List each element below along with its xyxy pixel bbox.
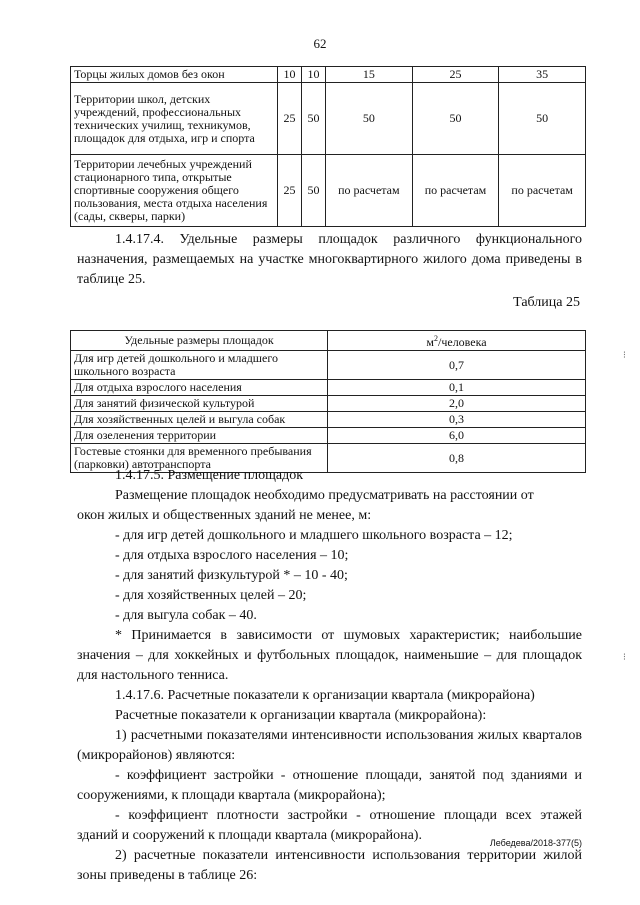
table-cell: по расчетам (326, 155, 413, 227)
table-cell: 2,0 (328, 396, 586, 412)
distance-table (70, 66, 586, 227)
unit-superscript: 2 (434, 334, 438, 343)
footnote-paragraph: * Принимается в зависимости от шумовых характеристик; наибольшие значения – для хоккейных и футбольных площадок, наименьшие – для площадок для настольного тенниса. (77, 628, 582, 683)
scan-edge-mark: ⁝ (622, 652, 626, 663)
body-paragraph: - коэффициент плотности застройки - отношение площади всех этажей зданий и сооружений к площади квартала (микрорайона). (77, 808, 582, 843)
table-25-caption: Таблица 25 (513, 295, 580, 310)
body-text: окон жилых и общественных зданий не менее, м: (77, 508, 372, 523)
column-header-area-type: Удельные размеры площадок (71, 331, 328, 351)
body-paragraph: 2) расчетные показатели интенсивности использования территории жилой зоны приведены в таблице 26: (77, 848, 582, 883)
table-row (71, 428, 586, 444)
table-row (71, 155, 586, 227)
table-cell: 25 (278, 155, 302, 227)
table-cell: 0,1 (328, 380, 586, 396)
table-cell: 25 (412, 67, 499, 83)
scan-edge-mark: ⁝ (622, 350, 626, 361)
table-cell: Торцы жилых домов без окон (71, 67, 278, 83)
table-cell: Гостевые стоянки для временного пребывания (парковки) автотранспорта (71, 444, 328, 473)
body-text: Размещение площадок необходимо предусматривать на расстоянии от (115, 488, 534, 503)
table-cell: по расчетам (412, 155, 499, 227)
table-cell: по расчетам (499, 155, 586, 227)
table-cell: 50 (302, 155, 326, 227)
section-heading-1-4-17-6: 1.4.17.6. Расчетные показатели к организации квартала (микрорайона) (115, 688, 535, 703)
document-footer: Лебедева/2018-377(5) (489, 838, 582, 848)
table-cell: 0,8 (328, 444, 586, 473)
table-cell: 50 (499, 83, 586, 155)
table-cell: 35 (499, 67, 586, 83)
table-cell: Для хозяйственных целей и выгула собак (71, 412, 328, 428)
table-row (71, 412, 586, 428)
body-paragraph: - коэффициент застройки - отношение площади, занятой под зданиями и сооружениями, к площади квартала (микрорайона); (77, 768, 582, 803)
table-cell: 10 (278, 67, 302, 83)
list-item: - для игр детей дошкольного и младшего школьного возраста – 12; (115, 528, 513, 543)
table-cell: Для игр детей дошкольного и младшего школьного возраста (71, 351, 328, 380)
body-paragraph: 1) расчетными показателями интенсивности использования жилых кварталов (микрорайонов) являются: (77, 728, 582, 763)
table-row (71, 380, 586, 396)
table-cell: 25 (278, 83, 302, 155)
page-number: 62 (313, 36, 327, 51)
table-25 (70, 330, 586, 473)
table-cell: Территории лечебных учреждений стационарного типа, открытые спортивные сооружения общего пользования, места отдыха населения (сады, скверы, парки) (71, 155, 278, 227)
paragraph-1-4-17-4: 1.4.17.4. Удельные размеры площадок различного функционального назначения, размещаемых на участке многоквартирного жилого дома приведены в таблице 25. (77, 232, 582, 287)
list-item: - для хозяйственных целей – 20; (115, 588, 307, 603)
table-cell: 50 (412, 83, 499, 155)
table-cell: Для занятий физической культурой (71, 396, 328, 412)
table-cell: Для озеленения территории (71, 428, 328, 444)
table-header-row (71, 331, 586, 351)
table-cell: 0,3 (328, 412, 586, 428)
list-item: - для отдыха взрослого населения – 10; (115, 548, 349, 563)
unit-base: м (426, 335, 434, 349)
table-row (71, 83, 586, 155)
table-cell: 50 (302, 83, 326, 155)
section-heading-1-4-17-5: 1.4.17.5. Размещение площадок (115, 468, 303, 483)
table-row (71, 396, 586, 412)
list-item: - для выгула собак – 40. (115, 608, 257, 623)
table-cell: 10 (302, 67, 326, 83)
column-header-unit (328, 331, 586, 351)
table-row (71, 351, 586, 380)
list-item: - для занятий физкультурой * – 10 - 40; (115, 568, 348, 583)
table-cell: Для отдыха взрослого населения (71, 380, 328, 396)
table-cell: 50 (326, 83, 413, 155)
table-cell: Территории школ, детских учреждений, профессиональных технических училищ, техникумов, площадок для отдыха, игр и спорта (71, 83, 278, 155)
body-text: Расчетные показатели к организации квартала (микрорайона): (115, 708, 487, 723)
table-cell: 6,0 (328, 428, 586, 444)
table-cell: 0,7 (328, 351, 586, 380)
table-row (71, 67, 586, 83)
table-cell: 15 (326, 67, 413, 83)
unit-rest: /человека (438, 335, 487, 349)
